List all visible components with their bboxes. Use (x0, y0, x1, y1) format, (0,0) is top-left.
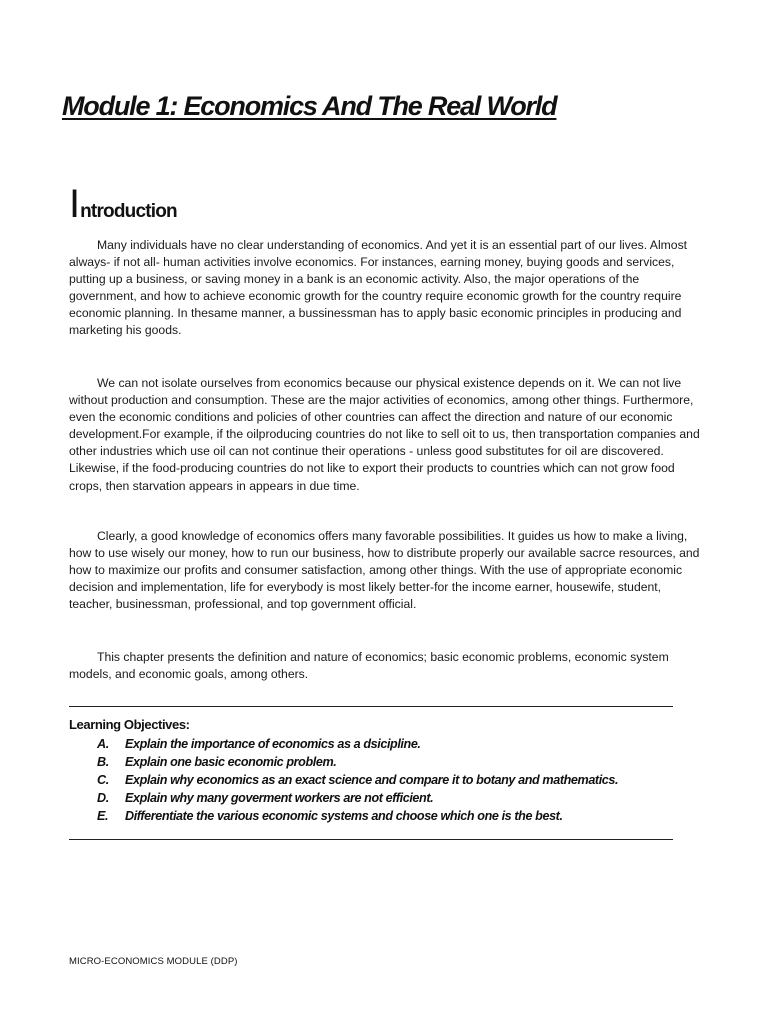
intro-paragraph-2: We can not isolate ourselves from economics because our physical existence depends on it. We can not live without production and consumption. These are the major activities of economics, among other things. Furthermore, even the economic conditions and policies of other countries can affect the direction and nature of our economic development.For example, if the oilproducing countries do not like to sell oit to us, then transportation companies and other industries which use oil can not continue their operations - unless good substitutes for oil are discovered. Likewise, if the food-producing countries do not like to export their products to countries which can not grow food crops, then starvation appears in appears in due time. (69, 376, 700, 493)
module-title: Module 1: Economics And The Real World (62, 91, 557, 121)
objective-marker: E. (97, 809, 109, 823)
objective-text: Explain one basic economic problem. (125, 755, 337, 769)
objective-marker: D. (97, 791, 109, 805)
objective-text: Differentiate the various economic systems and choose which one is the best. (125, 809, 563, 823)
intro-paragraph-4: This chapter presents the definition and nature of economics; basic economic problems, economic system models, and economic goals, among others. (69, 650, 669, 682)
learning-objectives-list (97, 735, 618, 825)
intro-paragraph-1: Many individuals have no clear understanding of economics. And yet it is an essential part of our lives. Almost always- if not all- human activities involve economics. For instances, earning money, buying goods and services, putting up a business, or saving money in a bank is an economic activity. Also, the major operations of the government, and how to achieve economic growth for the country require economic growth for the country require economic planning. In thesame manner, a bussinessman has to apply basic economic principles in producing and marketing his goods. (69, 238, 688, 338)
objective-item (97, 753, 618, 771)
objectives-bottom-divider (69, 839, 673, 840)
objective-marker: C. (97, 773, 109, 787)
objective-item (97, 771, 618, 789)
objective-marker: A. (97, 737, 109, 751)
page-footer: MICRO-ECONOMICS MODULE (DDP) (69, 956, 238, 967)
objective-item (97, 789, 618, 807)
objective-text: Explain why economics as an exact science and compare it to botany and mathematics. (125, 773, 619, 787)
introduction-dropcap: I (69, 182, 81, 226)
introduction-heading (69, 184, 177, 224)
objective-text: Explain why many goverment workers are not efficient. (125, 791, 434, 805)
objective-marker: B. (97, 755, 109, 769)
intro-paragraph-3: Clearly, a good knowledge of economics offers many favorable possibilities. It guides us how to make a living, how to use wisely our money, how to run our business, how to distribute properly our available sacrce resources, and how to maximize our profits and consumer satisfaction, among other things. With the use of appropriate economic decision and implementation, life for everybody is most likely better-for the income earner, housewife, student, teacher, businessman, professional, and top government official. (69, 529, 700, 612)
learning-objectives-heading: Learning Objectives: (69, 717, 190, 732)
objective-item (97, 735, 618, 753)
objective-item (97, 807, 618, 825)
objective-text: Explain the importance of economics as a dsicipline. (125, 737, 421, 751)
objectives-top-divider (69, 706, 673, 707)
introduction-heading-text: ntroduction (80, 201, 177, 222)
